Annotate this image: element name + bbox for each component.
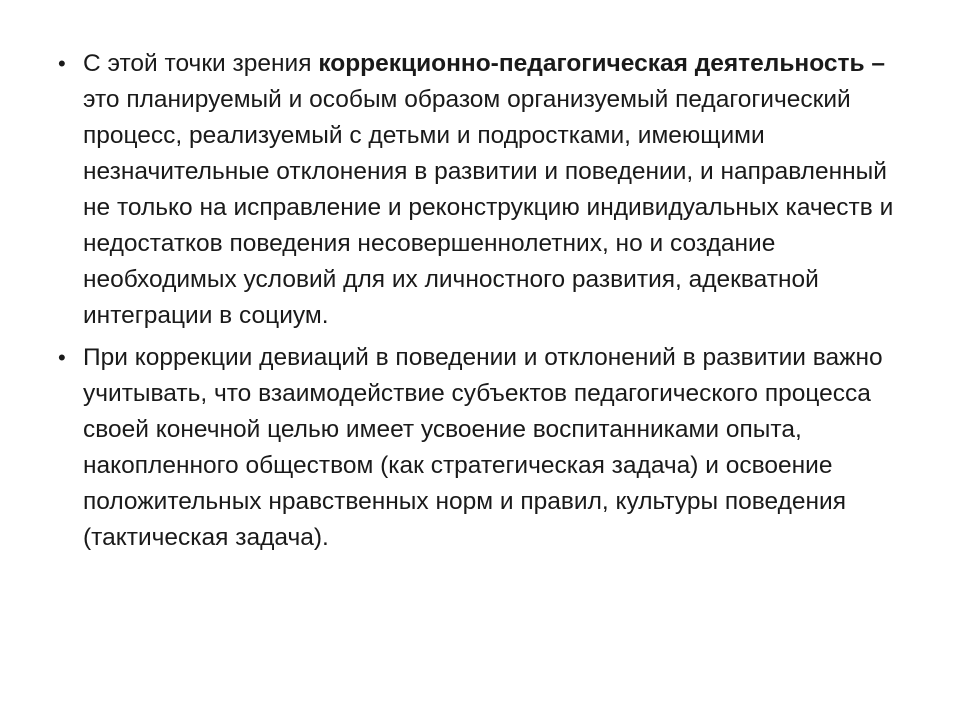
slide-content (50, 46, 910, 562)
bullet-item-1 (50, 46, 910, 334)
bullet-rest-text: это планируемый и особым образом организуемый педагогический процесс, реализуемый с детьми и подростками, имеющими незначительные отклонения в развитии и поведении, и направленный не только на исправление и реконструкцию индивидуальных качеств и недостатков поведения несовершеннолетних, но и создание необходимых условий для их личностного развития, адекватной интеграции в социум. (83, 86, 894, 329)
bullet-marker: • (58, 345, 66, 370)
bullet-lead-text: С этой точки зрения (83, 50, 319, 77)
bullet-text (83, 50, 893, 329)
bullet-text: При коррекции девиаций в поведении и отклонений в развитии важно учитывать, что взаимодействие субъектов педагогического процесса своей конечной целью имеет усвоение воспитанниками опыта, накопленного обществом (как стратегическая задача) и освоение положительных нравственных норм и правил, культуры поведения (тактическая задача). (83, 344, 883, 551)
bullet-marker: • (58, 51, 66, 76)
bullet-item-2 (50, 340, 910, 556)
bullet-bold-term: коррекционно-педагогическая деятельность – (318, 50, 885, 77)
